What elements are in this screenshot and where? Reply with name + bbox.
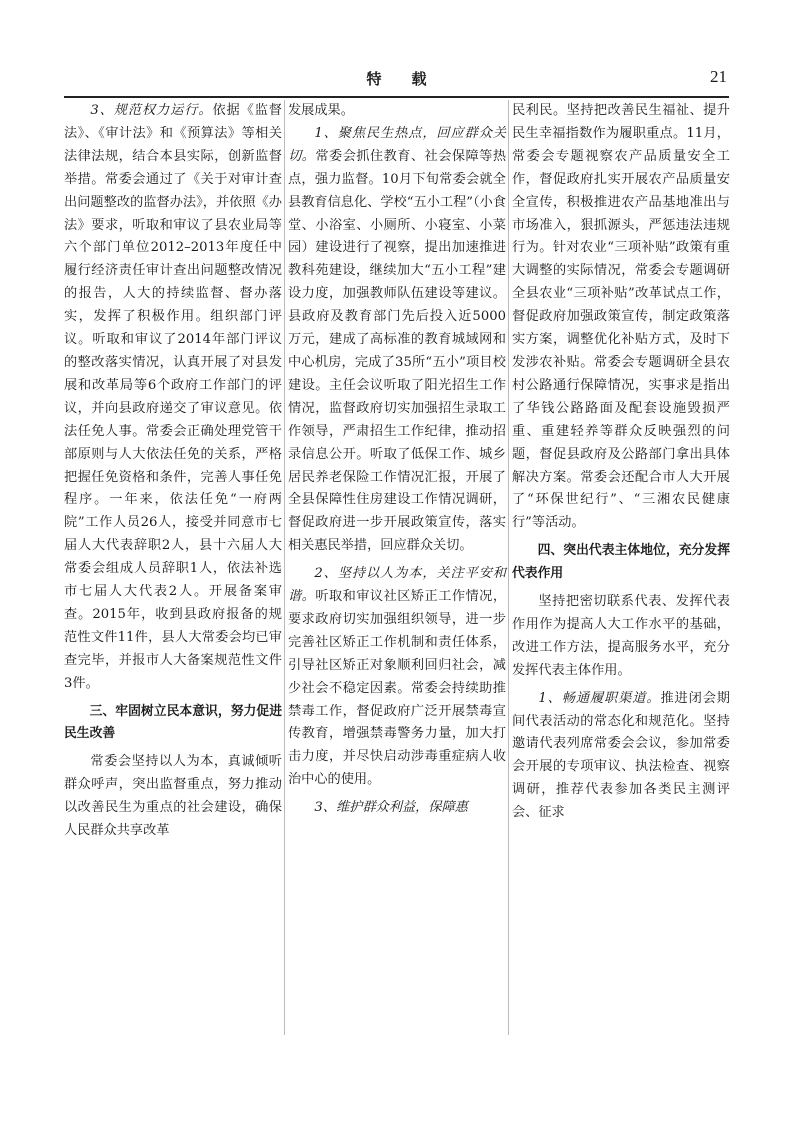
section-heading: 四、突出代表主体地位，充分发挥代表作用 — [512, 543, 730, 582]
paragraph: 民利民。坚持把改善民生福祉、提升民生幸福指数作为履职重点。11月，常委会专题视察农产品质量安全工作，督促政府扎实开展农产品质量安全宣传，积极推进农产品基地准出与市场准入，狠抓源头，严惩违法违规行为。针对农业“三项补贴”政策有重大调整的实际情况，常委会专题调研全县农业“三项补贴”改革试点工作，督促政府加强政策宣传，制定政策落实方案，调整优化补贴方式，及时下发涉农补贴。常委会专题调研全县农村公路通行保障情况，实事求是指出了华钱公路路面及配套设施毁损严重、重建轻养等群众反映强烈的问题，督促县政府及公路部门拿出具体解决方案。常委会还配合市人大开展了“环保世纪行”、“三湘农民健康行”等活动。 — [512, 103, 730, 531]
paragraph: 发展成果。 — [288, 103, 354, 118]
column-1 — [64, 100, 282, 843]
column-2 — [288, 100, 506, 820]
paragraph-text: 常委会抓住教育、社会保障等热点，强力监督。10月下旬常委会就全县教育信息化、学校“五小工程”（小食堂、小浴室、小厕所、小寝室、小菜园）建设进行了视察，提出加速推进教科苑建设，继续加大“五小工程”建设力度，加强教师队伍建设等建议。县政府及教育部门先后投入近5000万元，建成了高标准的教育城域网和中心机房，完成了35所“五小”项目校建设。主任会议听取了阳光招生工作情况，监督政府切实加强招生录取工作领导，严肃招生工作纪律，推动招录信息公开。听取了低保工作、城乡居民养老保险工作情况汇报，开展了全县保障性住房建设工作情况调研，督促政府进一步开展政策宣传，落实相关惠民举措，回应群众关切。 — [288, 148, 507, 554]
section-heading: 三、牢固树立民本意识，努力促进民生改善 — [64, 703, 282, 742]
header-rule — [64, 96, 729, 98]
column-divider — [508, 100, 509, 1035]
paragraph-lead: 3、维护群众利益，保障惠 — [314, 800, 468, 816]
page-number: 21 — [710, 67, 727, 86]
paragraph: 常委会坚持以人为本，真诚倾听群众呼声，突出监督重点，努力推动以改善民生为重点的社会建设，确保人民群众共享改革 — [64, 754, 282, 839]
column-divider — [284, 100, 285, 1035]
paragraph — [288, 563, 506, 792]
section-title: 特 载 — [366, 70, 427, 88]
paragraph — [288, 123, 506, 558]
paragraph: 坚持把密切联系代表、发挥代表作用作为提高人大工作水平的基础，改进工作方法，提高服务水平，充分发挥代表主体作用。 — [512, 594, 730, 678]
paragraph — [512, 688, 730, 825]
paragraph-lead: 1、畅通履职渠道。 — [538, 690, 661, 706]
column-3 — [512, 100, 730, 825]
paragraph-text: 推进闭会期间代表活动的常态化和规范化。坚持邀请代表列席常委会会议，参加常委会开展的专项审议、执法检查、视察调研，推荐代表参加各类民主测评会、征求 — [512, 690, 730, 821]
paragraph-lead: 2、坚持以人为本，关注平安和谐。 — [288, 566, 506, 605]
running-header — [64, 66, 729, 92]
paragraph — [64, 100, 282, 696]
paragraph-lead: 1、聚焦民生热点，回应群众关切。 — [288, 125, 506, 164]
paragraph — [288, 797, 506, 820]
paragraph-text: 听取和审议社区矫正工作情况，要求政府切实加强组织领导，进一步完善社区矫正工作机制和责任体系，引导社区矫正对象顺利回归社会，减少社会不稳定因素。常委会持续助推禁毒工作，督促政府广泛开展禁毒宣传教育，增强禁毒警务力量，加大打击力度，并尽快启动涉毒重症病人收治中心的使用。 — [288, 589, 507, 788]
paragraph-lead: 3、规范权力运行。 — [90, 103, 213, 118]
paragraph-text: 依据《监督法》、《审计法》和《预算法》等相关法律法规，结合本县实际，创新监督举措。常委会通过了《关于对审计查出问题整改的监督办法》，并依照《办法》要求，听取和审议了县农业局等六个部门单位2012–2013年度任中履行经济责任审计查出问题整改情况的报告，人大的持续监督、督办落实，发挥了积极作用。组织部门评议。听取和审议了2014年部门评议的整改落实情况，认真开展了对县发展和改革局等6个政府工作部门的评议，并向县政府递交了审议意见。依法任免人事。常委会正确处理党管干部原则与人大依法任免的关系，严格把握任免资格和条件，完善人事任免程序。一年来，依法任免“一府两院”工作人员26人，接受并同意市七届人大代表辞职2人，县十六届人大常委会组成人员辞职1人，依法补选市七届人大代表2人。开展备案审查。2015年，收到县政府报备的规范性文件11件，县人大常委会均已审查完毕，并报市人大备案规范性文件3件。 — [64, 103, 282, 691]
